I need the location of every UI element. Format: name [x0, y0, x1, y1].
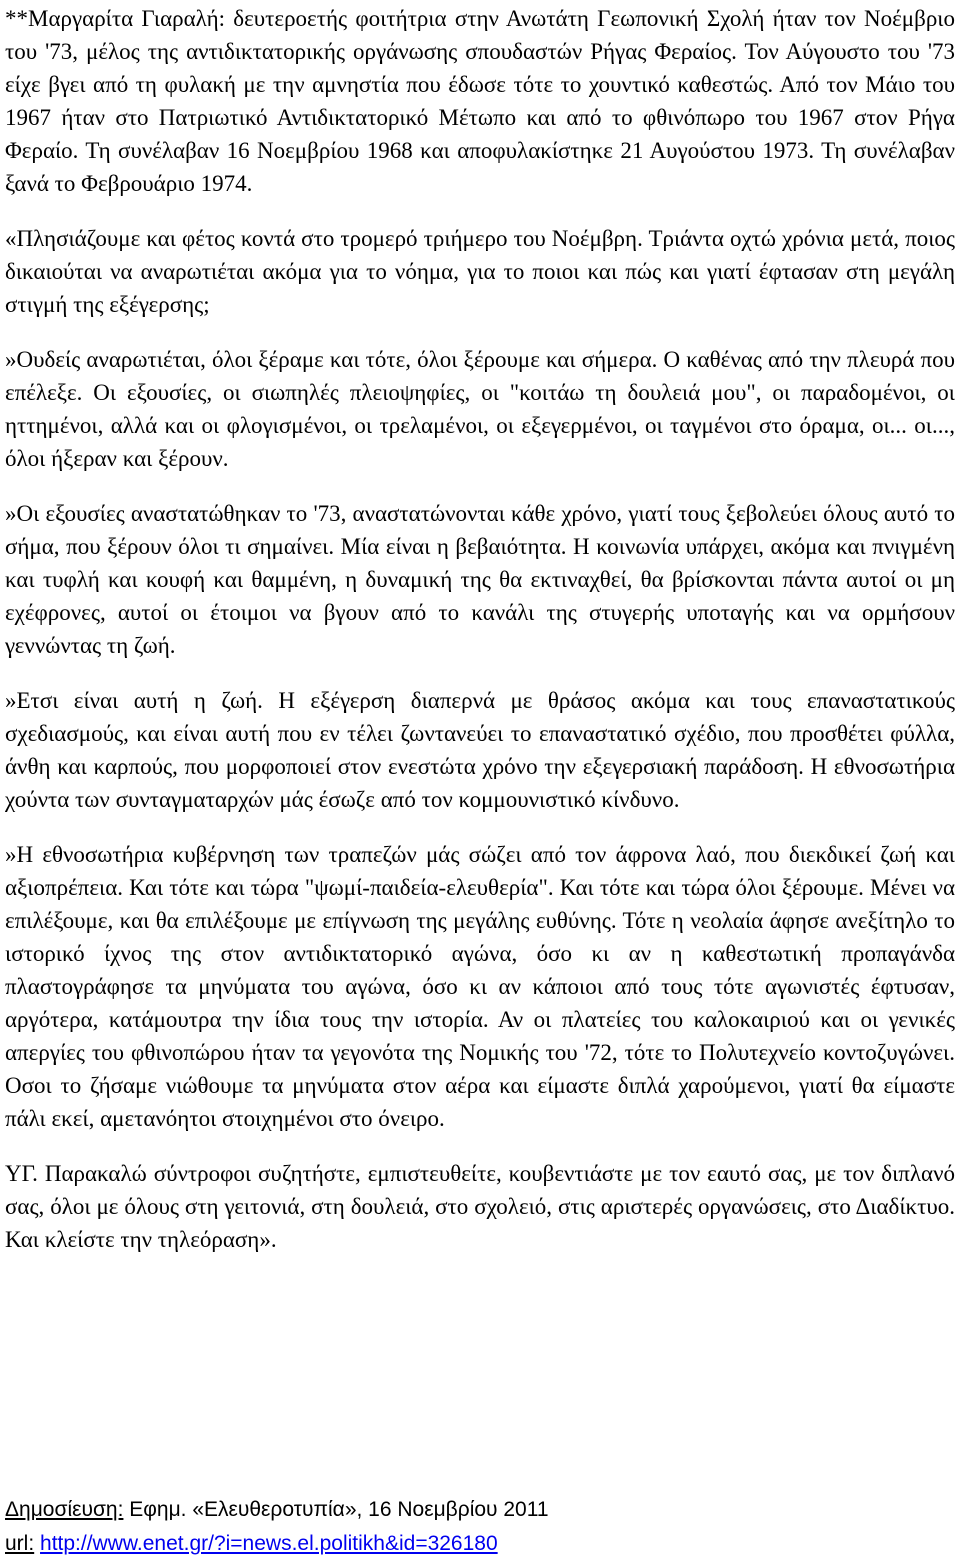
quote-paragraph-4: »Ετσι είναι αυτή η ζωή. Η εξέγερση διαπερνά με θράσος ακόμα και τους επαναστατικούς σχεδιασμούς, και είναι αυτή που εν τέλει ζωντανεύει το επαναστατικό σχέδιο, που προσθέτει φύλλα, άνθη και καρπούς, που μορφοποιεί στον ενεστώτα χρόνο την εξεγερσιακή παράδοση. Η εθνοσωτήρια χούντα των συνταγματαρχών μάς έσωζε από τον κομμουνιστικό κίνδυνο.: [5, 688, 955, 812]
postscript-paragraph: ΥΓ. Παρακαλώ σύντροφοι συζητήστε, εμπιστευθείτε, κουβεντιάστε με τον εαυτό σας, με τον διπλανό σας, όλοι με όλους στη γειτονιά, στη δουλειά, στο σχολειό, στις αριστερές οργανώσεις, στο Διαδίκτυο. Και κλείστε την τηλεόραση».: [5, 1161, 955, 1252]
publication-line: [5, 1493, 955, 1527]
url-line: [5, 1527, 955, 1561]
article-body: [5, 0, 955, 1256]
bio-paragraph: **Μαργαρίτα Γιαραλή: δευτεροετής φοιτήτρια στην Ανωτάτη Γεωπονική Σχολή ήταν τον Νοέμβριο του '73, μέλος της αντιδικτατορικής οργάνωσης σπουδαστών Ρήγας Φεραίος. Τον Αύγουστο του '73 είχε βγει από τη φυλακή με την αμνηστία που έδωσε τότε το χουντικό καθεστώς. Από τον Μάιο του 1967 ήταν στο Πατριωτικό Αντιδικτατορικό Μέτωπο και από το φθινόπωρο του 1967 στον Ρήγα Φεραίο. Τη συνέλαβαν 16 Νοεμβρίου 1968 και αποφυλακίστηκε 21 Αυγούστου 1973. Τη συνέλαβαν ξανά το Φεβρουάριο 1974.: [5, 6, 955, 196]
source-footer: [5, 1493, 955, 1561]
quote-paragraph-2: »Ουδείς αναρωτιέται, όλοι ξέραμε και τότε, όλοι ξέρουμε και σήμερα. Ο καθένας από την πλευρά που επέλεξε. Οι εξουσίες, οι σιωπηλές πλειοψηφίες, οι "κοιτάω τη δουλειά μου", οι παραδομένοι, οι ηττημένοι, αλλά και οι φλογισμένοι, οι τρελαμένοι, οι εξεγερμένοι, οι ταγμένοι στο όραμα, οι... οι..., όλοι ήξεραν και ξέρουν.: [5, 347, 955, 471]
source-url-link[interactable]: http://www.enet.gr/?i=news.el.politikh&id=326180: [40, 1532, 498, 1555]
quote-paragraph-1: «Πλησιάζουμε και φέτος κοντά στο τρομερό τριήμερο του Νοέμβρη. Τριάντα οχτώ χρόνια μετά, ποιος δικαιούται να αναρωτιέται ακόμα για το νόημα, για το ποιοι και πώς και γιατί έφτασαν στη μεγάλη στιγμή της εξέγερσης;: [5, 226, 955, 317]
quote-paragraph-5: »Η εθνοσωτήρια κυβέρνηση των τραπεζών μάς σώζει από τον άφρονα λαό, που διεκδικεί ζωή και αξιοπρέπεια. Και τότε και τώρα "ψωμί-παιδεία-ελευθερία". Και τότε και τώρα όλοι ξέρουμε. Μένει να επιλέξουμε, και θα επιλέξουμε με επίγνωση της μεγάλης ευθύνης. Τότε η νεολαία άφησε ανεξίτηλο το ιστορικό ίχνος της στον αντιδικτατορικό αγώνα, όσο κι αν η καθεστωτική προπαγάνδα πλαστογράφησε τα μηνύματα του αγώνα, όσο κι αν κάποιοι από τους τότε αγωνιστές έφτυσαν, αργότερα, κατάμουτρα την ίδια τους την ιστορία. Αν οι πλατείες του καλοκαιριού και οι γενικές απεργίες του φθινοπώρου ήταν τα γεγονότα της Νομικής του '72, τότε το Πολυτεχνείο κοντοζυγώνει. Οσοι το ζήσαμε νιώθουμε τα μηνύματα στον αέρα και είμαστε διπλά χαρούμενοι, γιατί θα είμαστε πάλι εκεί, αμετανόητοι στοιχημένοι στο όνειρο.: [5, 842, 955, 1131]
quote-paragraph-3: »Οι εξουσίες αναστατώθηκαν το '73, αναστατώνονται κάθε χρόνο, γιατί τους ξεβολεύει όλους αυτό το σήμα, που ξέρουν όλοι τι σημαίνει. Μία είναι η βεβαιότητα. Η κοινωνία υπάρχει, ακόμα και πνιγμένη και τυφλή και κουφή και θαμμένη, η δυναμική της θα εκτιναχθεί, θα βρίσκονται πάντα αυτοί οι μη εχέφρονες, αυτοί οι έτοιμοι να βγουν από το κανάλι της στυγερής υποταγής και να ορμήσουν γεννώντας τη ζωή.: [5, 501, 955, 658]
publication-label: Δημοσίευση:: [5, 1498, 124, 1521]
url-label: url:: [5, 1532, 35, 1555]
publication-value: Εφημ. «Ελευθεροτυπία», 16 Νοεμβρίου 2011: [123, 1498, 549, 1521]
